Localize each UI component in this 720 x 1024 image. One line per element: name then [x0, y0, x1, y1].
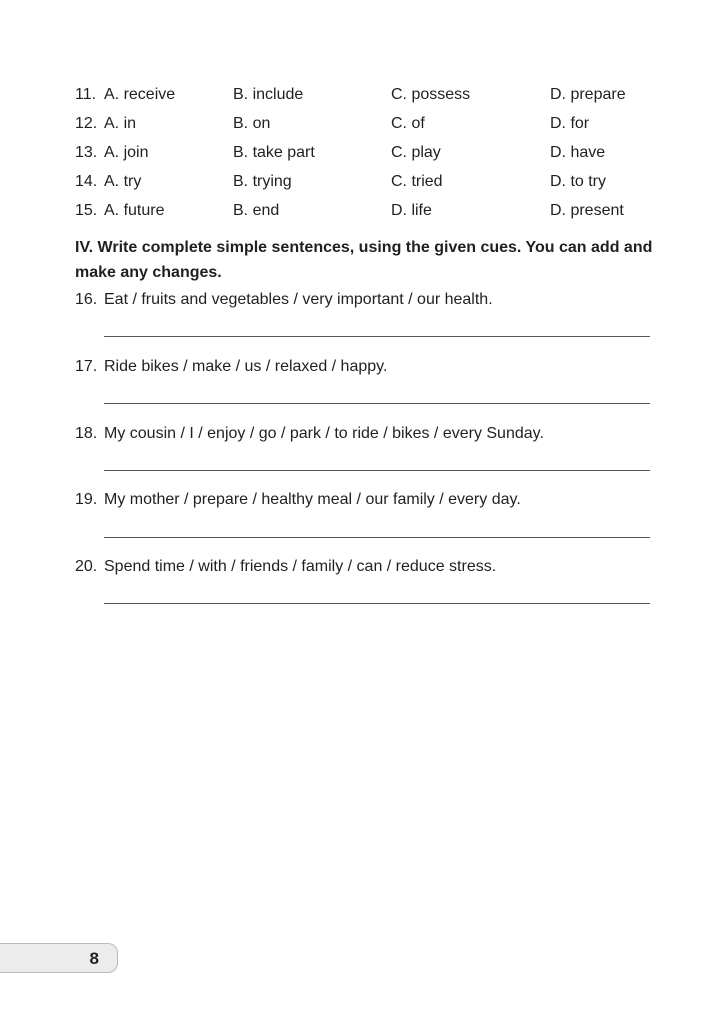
answer-line[interactable] — [104, 603, 650, 604]
question-number: 20. — [75, 558, 98, 575]
question-number: 18. — [75, 425, 98, 442]
option-b: B. on — [233, 115, 271, 132]
option-a: A. receive — [104, 86, 176, 103]
answer-line[interactable] — [104, 537, 650, 538]
question-cue: Spend time / with / friends / family / can / reduce stress. — [104, 558, 497, 575]
option-d: D. to try — [550, 173, 607, 190]
option-d: D. have — [550, 144, 606, 161]
option-a: A. in — [104, 115, 137, 132]
option-d: D. for — [550, 115, 590, 132]
option-b: B. include — [233, 86, 304, 103]
answer-line[interactable] — [104, 470, 650, 471]
question-cue: My cousin / I / enjoy / go / park / to ride / bikes / every Sunday. — [104, 425, 544, 442]
question-number: 14. — [75, 173, 98, 190]
option-b: B. end — [233, 202, 280, 219]
option-c: C. tried — [391, 173, 443, 190]
section-heading: IV. Write complete simple sentences, using the given cues. You can add and make any changes. — [75, 239, 653, 281]
question-number: 12. — [75, 115, 98, 132]
mc-row-11 — [75, 84, 675, 106]
option-a: A. try — [104, 173, 142, 190]
question-number: 11. — [75, 86, 97, 103]
option-a: A. future — [104, 202, 165, 219]
question-number: 19. — [75, 491, 98, 508]
page-number: 8 — [89, 949, 99, 968]
option-c: D. life — [391, 202, 432, 219]
question-cue: Ride bikes / make / us / relaxed / happy. — [104, 358, 388, 375]
option-c: C. play — [391, 144, 441, 161]
option-b: B. take part — [233, 144, 315, 161]
mc-row-13 — [75, 142, 675, 164]
page-number-tab — [0, 943, 118, 973]
option-c: C. of — [391, 115, 425, 132]
option-c: C. possess — [391, 86, 471, 103]
question-number: 17. — [75, 358, 98, 375]
answer-line[interactable] — [104, 403, 650, 404]
option-d: D. present — [550, 202, 624, 219]
option-d: D. prepare — [550, 86, 626, 103]
mc-row-12 — [75, 113, 675, 135]
question-cue: My mother / prepare / healthy meal / our family / every day. — [104, 491, 521, 508]
question-number: 13. — [75, 144, 98, 161]
mc-row-14 — [75, 171, 675, 193]
option-b: B. trying — [233, 173, 292, 190]
question-cue: Eat / fruits and vegetables / very important / our health. — [104, 291, 493, 308]
mc-row-15 — [75, 200, 675, 222]
answer-line[interactable] — [104, 336, 650, 337]
question-number: 16. — [75, 291, 98, 308]
option-a: A. join — [104, 144, 149, 161]
question-number: 15. — [75, 202, 98, 219]
